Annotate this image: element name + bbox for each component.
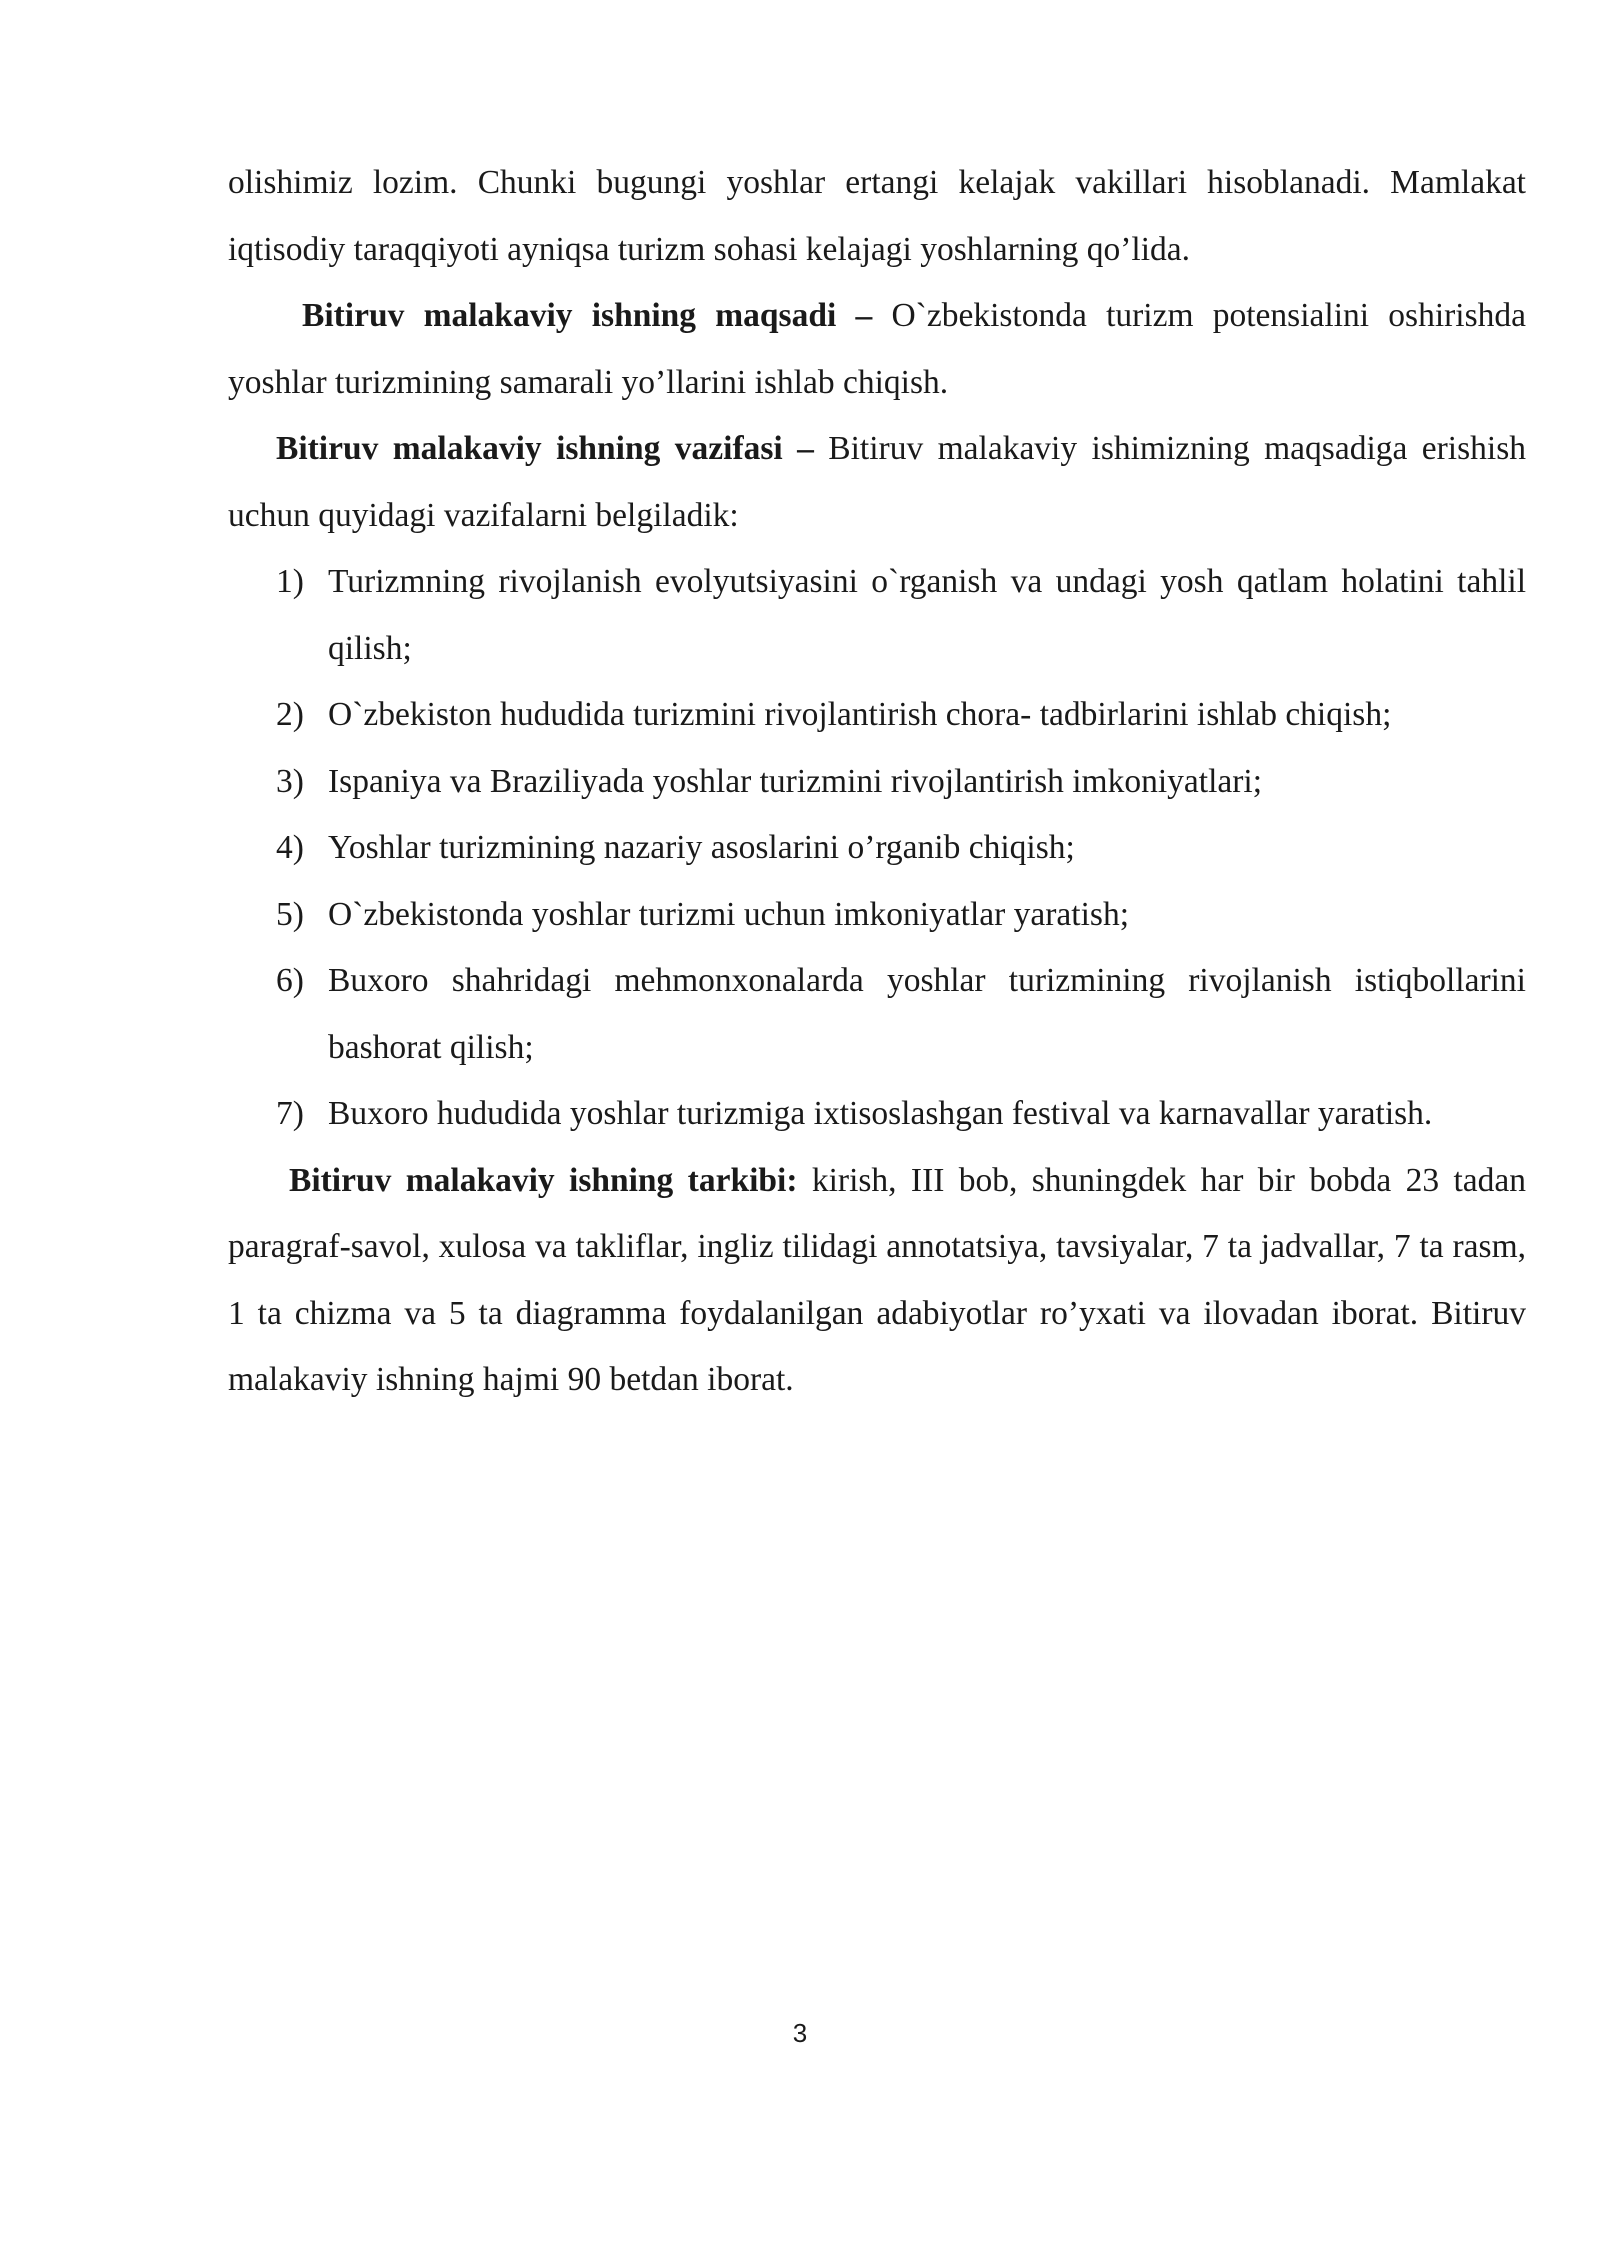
list-item-number: 6) [276,962,304,999]
tasks-text: Bitiruv malakaviy ishimizning maqsadiga erishish uchun quyidagi vazifalarni belgiladik: [228,430,1526,534]
list-item [228,948,1526,1081]
intro-paragraph: olishimiz lozim. Chunki bugungi yoshlar ertangi kelajak vakillari hisoblanadi. Mamlakat iqtisodiy taraqqiyoti ayniqsa turizm sohasi kelajagi yoshlarning qo’lida. [228,164,1526,268]
list-item-text: Buxoro shahridagi mehmonxonalarda yoshlar turizmining rivojlanish istiqbollarini bashorat qilish; [328,962,1526,1066]
list-item [228,815,1526,882]
tasks-dash: – [782,430,829,467]
list-item [228,549,1526,682]
goal-dash: – [836,297,892,334]
goal-text: O`zbekistonda turizm potensialini oshirishda yoshlar turizmining samarali yo’llarini ishlab chiqish. [228,297,1527,401]
structure-text: kirish, III bob, shuningdek har bir bobda 23 tadan paragraf-savol, xulosa va takliflar, ingliz tilidagi annotatsiya, tavsiyalar, 7 ta jadvallar, 7 ta rasm, 1 ta chizma va 5 ta diagramma foydalanilgan adabiyotlar ro’yxati va ilovadan iborat. Bitiruv malakaviy ishning hajmi 90 betdan iborat. [228,1161,1527,1398]
list-item-text: Turizmning rivojlanish evolyutsiyasini o`rganish va undagi yosh qatlam holatini tahlil qilish; [328,563,1526,667]
list-item-number: 1) [276,563,304,600]
list-item-number: 2) [276,696,304,733]
list-item-text: Ispaniya va Braziliyada yoshlar turizmini rivojlantirish imkoniyatlari; [328,762,1263,800]
list-item [228,682,1526,749]
list-item-number: 4) [276,829,304,866]
structure-heading: Bitiruv malakaviy ishning tarkibi: [289,1161,798,1199]
structure-paragraph [228,1148,1526,1414]
page-body [228,150,1526,1414]
list-item-number: 5) [276,895,304,933]
list-item [228,749,1526,816]
list-item [228,1081,1526,1148]
tasks-paragraph [228,416,1526,549]
list-item-text: O`zbekistonda yoshlar turizmi uchun imkoniyatlar yaratish; [328,895,1130,933]
goal-heading: Bitiruv malakaviy ishning maqsadi [302,297,837,334]
list-item-text: Yoshlar turizmining nazariy asoslarini o’rganib chiqish; [328,829,1075,866]
list-item-number: 3) [276,762,304,800]
list-item-text: Buxoro hududida yoshlar turizmiga ixtisoslashgan festival va karnavallar yaratish. [328,1095,1433,1132]
list-item [228,882,1526,949]
list-item-number: 7) [276,1095,304,1132]
tasks-heading: Bitiruv malakaviy ishning vazifasi [276,430,783,467]
tasks-list [228,549,1526,1148]
goal-paragraph [228,283,1526,416]
list-item-text: O`zbekiston hududida turizmini rivojlantirish chora- tadbirlarini ishlab chiqish; [328,696,1392,733]
page-number: 3 [792,2018,808,2048]
